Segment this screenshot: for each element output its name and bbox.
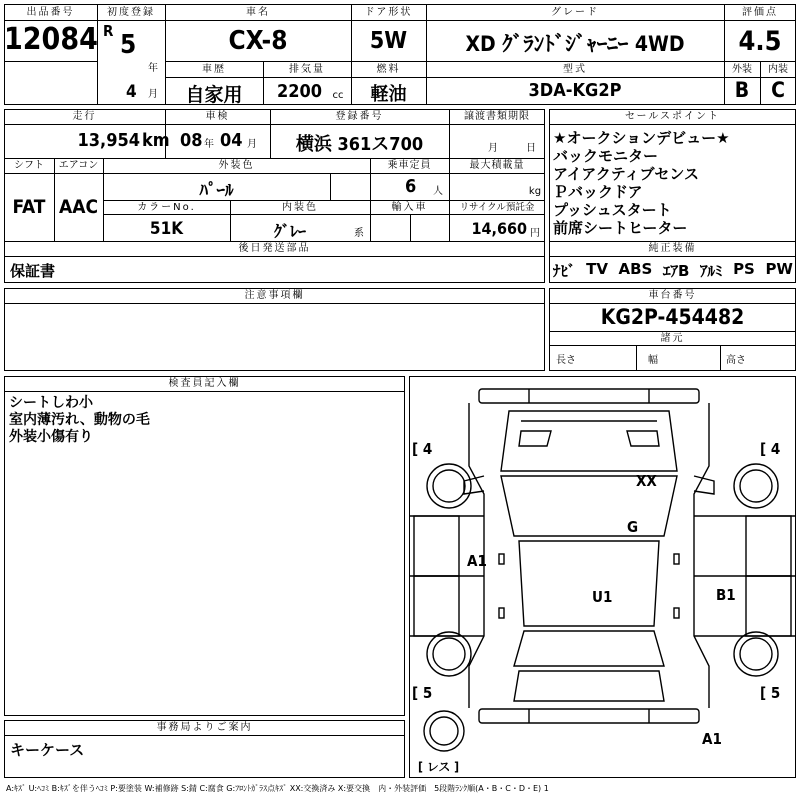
sales-points-list [553, 129, 730, 237]
inspection-month: 04 [220, 130, 243, 151]
equipment-item: PW [765, 260, 793, 278]
mark-u1: U1 [592, 588, 613, 606]
mark-a1-bottom: A1 [702, 730, 722, 748]
inspector-note: 室内薄汚れ、動物の毛 [9, 412, 150, 428]
load-unit: kg [528, 186, 542, 197]
recycle-unit: 円 [530, 228, 542, 239]
dim-height: 高さ [726, 355, 746, 366]
fuel-label: 燃料 [376, 64, 401, 75]
inspection-year-unit: 年 [204, 139, 216, 150]
int-color-suffix: 系 [354, 228, 366, 239]
history: 自家用 [185, 84, 243, 106]
first-reg-label: 初度登録 [107, 7, 155, 18]
first-reg-month-unit: 月 [148, 89, 160, 100]
office-label: 事務局よりご案内 [156, 722, 253, 733]
tire-rr: [ 5 [760, 684, 781, 702]
inspector-label: 検査員記入欄 [168, 378, 241, 389]
history-label: 車歴 [202, 64, 226, 75]
tire-rl: [ 5 [412, 684, 433, 702]
doors-label: ドア形状 [364, 7, 413, 18]
score-label: 評価点 [742, 7, 778, 18]
ac-label: エアコン [58, 160, 99, 171]
displacement: 2200 [277, 81, 323, 102]
capacity-unit: 人 [433, 186, 445, 197]
car-name-label: 車名 [246, 7, 270, 18]
model: 3DA-KG2P [528, 80, 622, 101]
sales-point: バックモニター [553, 147, 659, 165]
chassis-number: KG2P-454482 [600, 305, 745, 329]
inspection-label: 車検 [205, 111, 230, 122]
ext-color-label: 外装色 [218, 160, 255, 171]
inspection-month-unit: 月 [247, 139, 259, 150]
transfer-month: 月 [488, 143, 500, 154]
int-color-label: 内装色 [282, 202, 318, 213]
ext-grade: B [734, 78, 750, 102]
equipment-list [553, 260, 793, 281]
inspector-note: シートしわ小 [9, 395, 93, 411]
transfer-label: 譲渡書類期限 [464, 111, 530, 122]
doors: 5W [369, 28, 408, 54]
capacity: 6 [405, 176, 417, 197]
recycle: 14,660 [471, 219, 527, 238]
equipment-item: TV [586, 260, 608, 278]
plate: 横浜 361ス700 [295, 134, 424, 155]
deferred-label: 後日発送部品 [238, 243, 311, 254]
notes-label: 注意事項欄 [244, 290, 305, 301]
sales-point: 前席シートヒーター [553, 219, 688, 237]
car-outline [409, 376, 796, 778]
equipment-item: ｱﾙﾐ [699, 262, 723, 280]
int-grade: C [771, 78, 785, 102]
import-label: 輸入車 [391, 202, 428, 213]
shift: FAT [12, 196, 46, 218]
shift-label: シフト [14, 160, 44, 171]
ext-color: ﾊﾟｰﾙ [199, 181, 234, 201]
mark-a1-left: A1 [467, 552, 487, 570]
mark-g: G [627, 518, 639, 536]
spare-tire-label: [ レス ] [418, 760, 460, 774]
mark-xx: XX [636, 472, 657, 490]
int-grade-label: 内装 [768, 64, 788, 75]
fuel: 軽油 [370, 84, 407, 105]
grade: XD ｸﾞﾗﾝﾄﾞｼﾞｬｰﾆｰ 4WD [465, 32, 685, 56]
sales-point: ★オークションデビュー★ [553, 129, 730, 147]
car-name: CX-8 [228, 26, 288, 56]
inspector-note: 外装小傷有り [9, 429, 93, 445]
dimensions-label: 諸元 [660, 333, 685, 344]
color-no-label: カラーNo. [137, 202, 196, 213]
capacity-label: 乗車定員 [387, 160, 432, 171]
color-no: 51K [149, 219, 184, 239]
mark-b1: B1 [716, 586, 736, 604]
equipment-item: PS [733, 260, 755, 278]
equipment-item: ｴｱB [662, 262, 690, 280]
displacement-unit: cc [332, 90, 344, 101]
chassis-label: 車台番号 [648, 290, 697, 301]
sales-points-label: セールスポイント [624, 111, 721, 122]
lot-number: 12084 [4, 22, 98, 57]
tire-fr: [ 4 [760, 440, 781, 458]
displacement-label: 排気量 [289, 64, 325, 75]
inspector-notes [9, 395, 150, 446]
sales-point: アイアクティブセンス [553, 165, 699, 183]
model-label: 型式 [563, 64, 587, 75]
sales-point: Ｐバックドア [553, 183, 643, 201]
ac: AAC [58, 196, 98, 218]
equipment-item: ABS [618, 260, 653, 278]
sales-point: プッシュスタート [553, 201, 672, 219]
office-value: キーケース [10, 741, 85, 759]
int-color: ｸﾞﾚｰ [273, 222, 306, 241]
equipment-item: ﾅﾋﾞ [553, 262, 576, 280]
grade-label: グレード [551, 7, 599, 18]
first-reg-year: 5 [120, 30, 137, 60]
first-reg-year-unit: 年 [148, 63, 160, 74]
inspection-year: 08 [180, 130, 203, 151]
dim-length: 長さ [556, 355, 576, 366]
transfer-day: 日 [526, 143, 538, 154]
ext-grade-label: 外装 [732, 64, 752, 75]
mileage: 13,954 [77, 130, 140, 151]
equipment-label: 純正装備 [648, 243, 697, 254]
dim-width: 幅 [648, 355, 660, 366]
plate-label: 登録番号 [335, 111, 384, 122]
load-label: 最大積載量 [469, 160, 525, 171]
mileage-label: 走行 [72, 111, 97, 122]
first-reg-month: 4 [126, 82, 137, 102]
first-reg-era: R [103, 22, 114, 40]
legend: A:ｷｽﾞ U:ﾍｺﾐ B:ｷｽﾞを伴うﾍｺﾐ P:要塗装 W:補修跡 S:錆 C:腐食 G:ﾌﾛﾝﾄｶﾞﾗｽ点ｷｽﾞ XX:交換済み X:要交換 内・外装評価 5段階ﾗﾝｸ順(A・B・C・D・E) 1 [6, 784, 549, 793]
score: 4.5 [738, 26, 782, 57]
tire-fl: [ 4 [412, 440, 433, 458]
recycle-label: リサイクル預託金 [459, 202, 535, 213]
lot-label: 出品番号 [26, 7, 75, 18]
deferred-value: 保証書 [10, 262, 56, 280]
mileage-unit: km [142, 130, 170, 151]
